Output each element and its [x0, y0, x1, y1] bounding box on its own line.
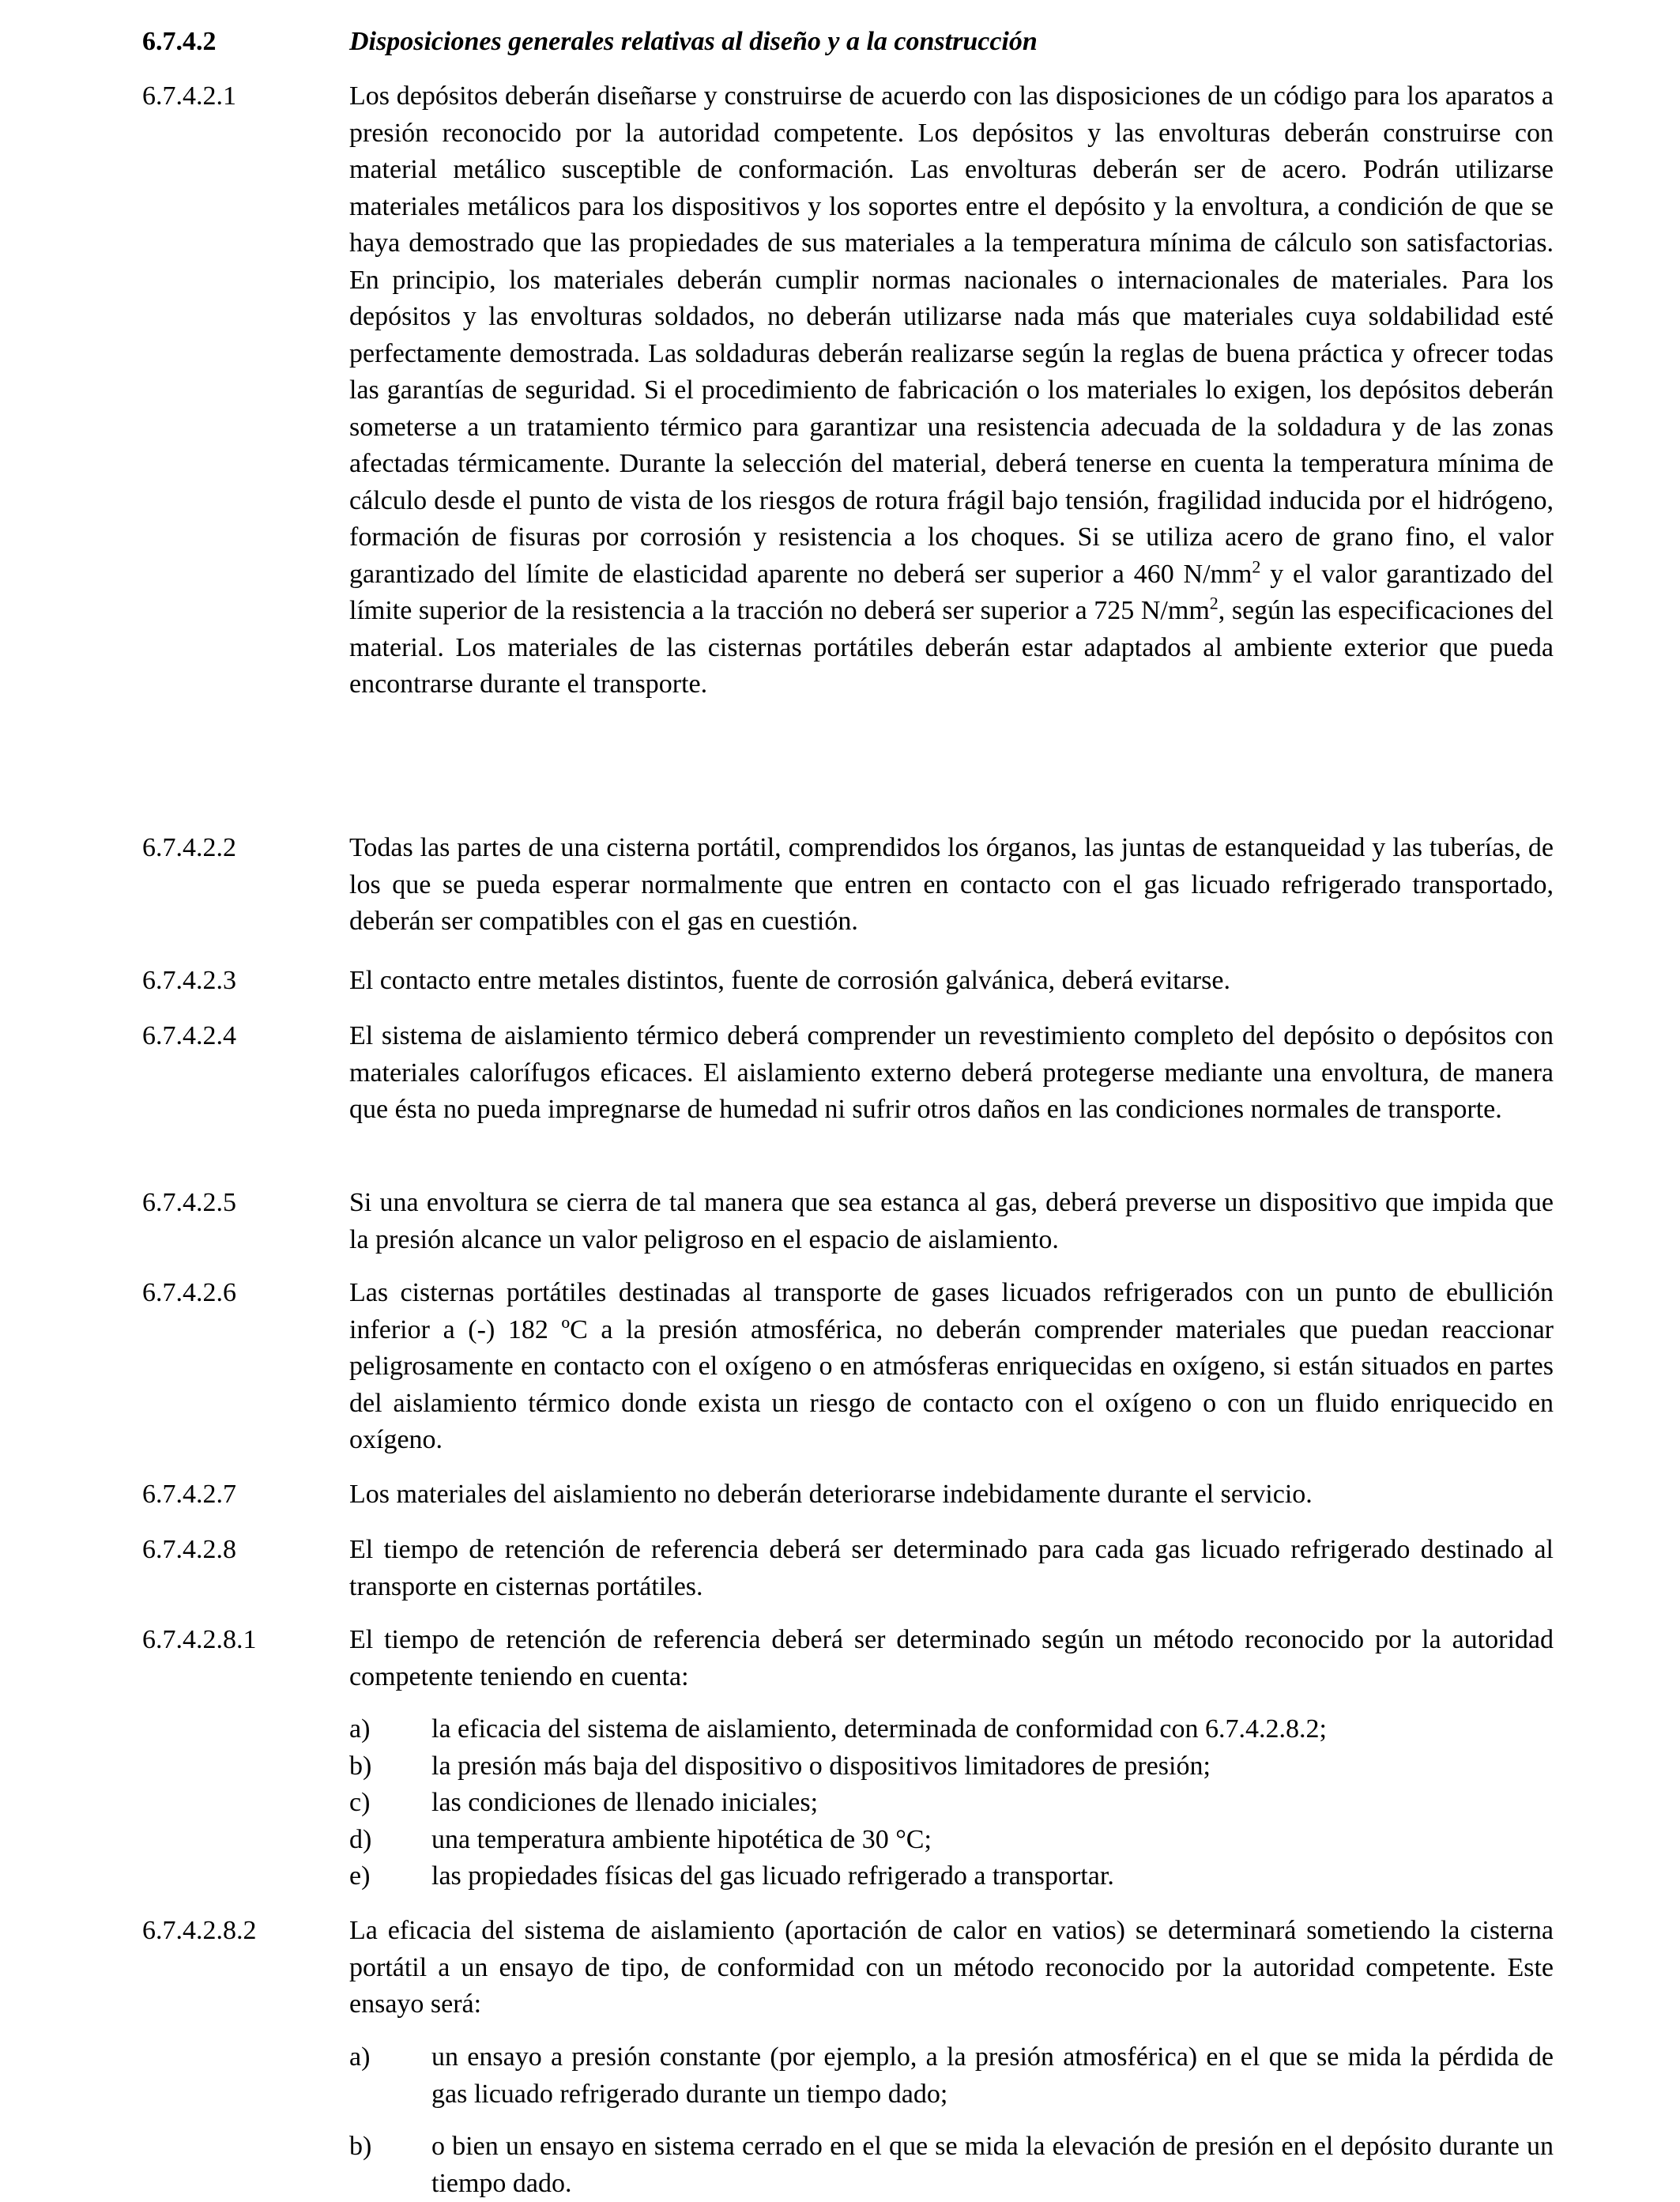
list-marker: e)	[349, 1861, 371, 1891]
paragraph-text-part: Los depósitos deberán diseñarse y construirse de acuerdo con las disposiciones de un código para los aparatos a presión reconocido por la autoridad competente. Los depósitos y las envolturas deberán construirse con material metálico susceptible de conformación. Las envolturas deberán ser de acero. Podrán utilizarse materiales metálicos para los dispositivos y los soportes entre el depósito y la envoltura, a condición de que se haya demostrado que las propiedades de sus materiales a la temperatura mínima de cálculo son satisfactorias. En principio, los materiales deberán cumplir normas nacionales o internacionales de materiales. Para los depósitos y las envolturas soldados, no deberán utilizarse nada más que materiales cuya soldabilidad esté perfectamente demostrada. Las soldaduras deberán realizarse según la reglas de buena práctica y ofrecer todas las garantías de seguridad. Si el procedimiento de fabricación o los materiales lo exigen, los depósitos deberán someterse a un tratamiento térmico para garantizar una resistencia adecuada de la soldadura y de las zonas afectadas térmicamente. Durante la selección del material, deberá tenerse en cuenta la temperatura mínima de cálculo desde el punto de vista de los riesgos de rotura frágil bajo tensión, fragilidad inducida por el hidrógeno, formación de fisuras por corrosión y resistencia a los choques. Si se utiliza acero de grano fino, el valor garantizado del límite de elasticidad aparente no deberá ser superior a 460 N/mm	[349, 81, 1554, 589]
paragraph-text-part: , según las especificaciones del material. Los materiales de las cisternas portátiles deberán estar adaptados al ambiente exterior que pueda encontrarse durante el transporte.	[349, 596, 1554, 699]
list-item	[349, 1785, 1554, 1822]
paragraph-number: 6.7.4.2.7	[142, 1480, 236, 1509]
item-list	[349, 2039, 1554, 2202]
paragraph-text-part: y el valor garantizado del límite superior de la resistencia a la tracción no deberá ser superior a 725 N/mm	[349, 559, 1554, 625]
paragraph-text: El tiempo de retención de referencia deberá ser determinado según un método reconocido por la autoridad competente teniendo en cuenta:	[349, 1625, 1554, 1691]
list-marker: a)	[349, 2042, 371, 2072]
paragraph-text: Las cisternas portátiles destinadas al transporte de gases licuados refrigerados con un punto de ebullición inferior a (-) 182 ºC a la presión atmosférica, no deberán comprender materiales que puedan reaccionar peligrosamente en contacto con el oxígeno o en atmósferas enriquecidas en oxígeno, si están situados en partes del aislamiento térmico donde exista un riesgo de contacto con el oxígeno o con un fluido enriquecido en oxígeno.	[349, 1278, 1554, 1454]
paragraph-number: 6.7.4.2.4	[142, 1021, 236, 1050]
paragraph-number: 6.7.4.2.8	[142, 1535, 236, 1564]
paragraph-number: 6.7.4.2.8.1	[142, 1625, 257, 1654]
paragraph-text	[349, 78, 1554, 703]
list-item-text: la presión más baja del dispositivo o dispositivos limitadores de presión;	[431, 1751, 1211, 1781]
paragraph-text: La eficacia del sistema de aislamiento (aportación de calor en vatios) se determinará sometiendo la cisterna portátil a un ensayo de tipo, de conformidad con un método reconocido por la autoridad competente. Este ensayo será:	[349, 1916, 1554, 2019]
list-item-text: la eficacia del sistema de aislamiento, determinada de conformidad con 6.7.4.2.8.2;	[431, 1714, 1327, 1744]
paragraph-number: 6.7.4.2.6	[142, 1278, 236, 1307]
paragraph-number: 6.7.4.2.1	[142, 81, 236, 111]
section-number: 6.7.4.2	[142, 27, 217, 56]
list-item-text: un ensayo a presión constante (por ejemplo, a la presión atmosférica) en el que se mida la pérdida de gas licuado refrigerado durante un tiempo dado;	[431, 2042, 1554, 2109]
list-marker: b)	[349, 2132, 372, 2161]
section-title: Disposiciones generales relativas al diseño y a la construcción	[349, 27, 1038, 56]
list-marker: b)	[349, 1751, 372, 1781]
paragraph-text: Si una envoltura se cierra de tal manera que sea estanca al gas, deberá preverse un dispositivo que impida que la presión alcance un valor peligroso en el espacio de aislamiento.	[349, 1188, 1554, 1254]
list-item	[349, 2128, 1554, 2202]
paragraph-text: El contacto entre metales distintos, fuente de corrosión galvánica, deberá evitarse.	[349, 966, 1230, 995]
paragraph-number: 6.7.4.2.3	[142, 966, 236, 995]
list-marker: c)	[349, 1788, 371, 1817]
list-item-text: una temperatura ambiente hipotética de 30 °C;	[431, 1824, 932, 1854]
list-item-text: o bien un ensayo en sistema cerrado en el que se mida la elevación de presión en el depósito durante un tiempo dado.	[431, 2132, 1554, 2198]
list-item	[349, 1711, 1554, 1748]
paragraph-text: El tiempo de retención de referencia deberá ser determinado para cada gas licuado refrigerado destinado al transporte en cisternas portátiles.	[349, 1535, 1554, 1601]
paragraph-text: Todas las partes de una cisterna portátil, comprendidos los órganos, las juntas de estanqueidad y las tuberías, de los que se pueda esperar normalmente que entren en contacto con el gas licuado refrigerado transportado, deberán ser compatibles con el gas en cuestión.	[349, 833, 1554, 936]
list-item	[349, 2039, 1554, 2113]
list-item	[349, 1822, 1554, 1859]
item-list	[349, 1711, 1554, 1895]
superscript: 2	[1252, 556, 1261, 577]
list-marker: a)	[349, 1714, 371, 1744]
list-item-text: las condiciones de llenado iniciales;	[431, 1788, 819, 1817]
paragraph-text: El sistema de aislamiento térmico deberá comprender un revestimiento completo del depósito o depósitos con materiales calorífugos eficaces. El aislamiento externo deberá protegerse mediante una envoltura, de manera que ésta no pueda impregnarse de humedad ni sufrir otros daños en las condiciones normales de transporte.	[349, 1021, 1554, 1124]
paragraph-number: 6.7.4.2.5	[142, 1188, 236, 1217]
list-item	[349, 1858, 1554, 1895]
paragraph-text: Los materiales del aislamiento no deberán deteriorarse indebidamente durante el servicio.	[349, 1480, 1313, 1509]
superscript: 2	[1209, 593, 1219, 613]
list-marker: d)	[349, 1824, 372, 1854]
list-item-text: las propiedades físicas del gas licuado refrigerado a transportar.	[431, 1861, 1114, 1891]
paragraph-number: 6.7.4.2.8.2	[142, 1916, 257, 1945]
list-item	[349, 1748, 1554, 1785]
paragraph-number: 6.7.4.2.2	[142, 833, 236, 862]
